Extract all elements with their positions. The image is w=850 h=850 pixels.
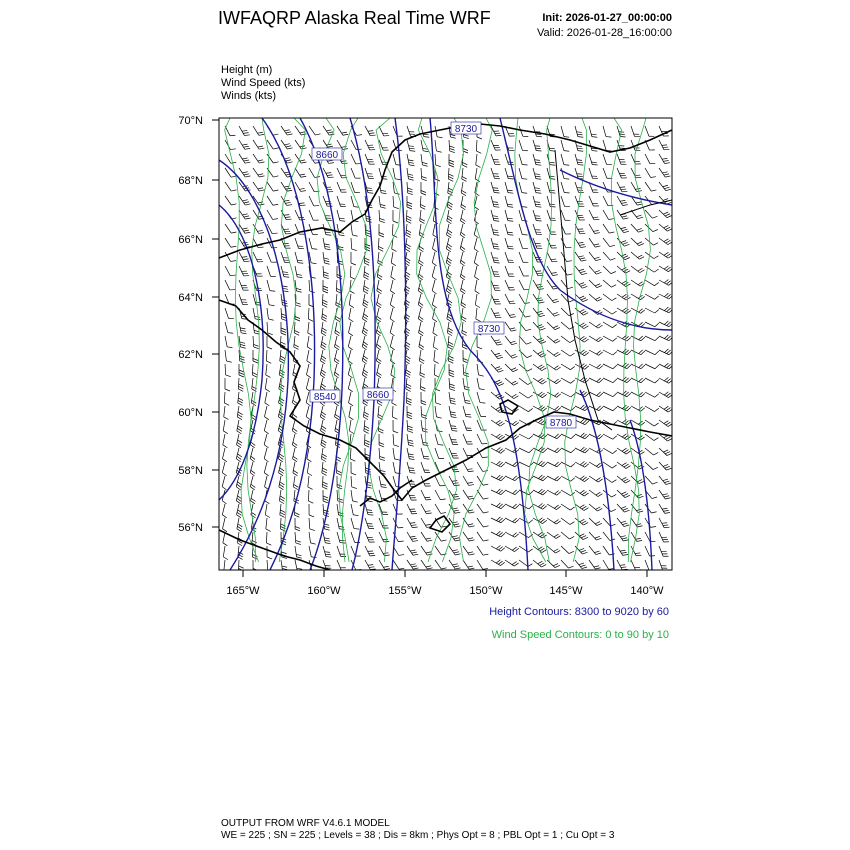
height-contours-legend: Height Contours: 8300 to 9020 by 60 xyxy=(489,606,669,618)
lon-label: 145°W xyxy=(549,585,583,597)
lat-label: 58°N xyxy=(178,465,203,477)
lat-label: 66°N xyxy=(178,234,203,246)
lat-label: 68°N xyxy=(178,175,203,187)
lon-label: 155°W xyxy=(388,585,422,597)
init-time: Init: 2026-01-27_00:00:00 xyxy=(542,12,672,24)
contour-label: 8660 xyxy=(315,150,339,161)
map-background xyxy=(219,118,672,570)
lon-label: 140°W xyxy=(630,585,664,597)
contour-label: 8540 xyxy=(313,392,337,403)
lat-label: 60°N xyxy=(178,407,203,419)
longitude-labels xyxy=(226,585,664,597)
field-label-wind-speed: Wind Speed (kts) xyxy=(221,77,306,89)
wind-contours-legend: Wind Speed Contours: 0 to 90 by 10 xyxy=(491,629,669,641)
latitude-labels xyxy=(178,115,203,534)
model-info: OUTPUT FROM WRF V4.6.1 MODEL xyxy=(221,818,390,829)
contour-label: 8730 xyxy=(454,124,478,135)
lat-label: 70°N xyxy=(178,115,203,127)
model-config: WE = 225 ; SN = 225 ; Levels = 38 ; Dis = 8km ; Phys Opt = 8 ; PBL Opt = 1 ; Cu Opt = 3 xyxy=(221,830,615,841)
lon-label: 150°W xyxy=(469,585,503,597)
lat-label: 56°N xyxy=(178,522,203,534)
valid-time: Valid: 2026-01-28_16:00:00 xyxy=(537,27,672,39)
contour-label: 8780 xyxy=(549,418,573,429)
contour-label: 8660 xyxy=(366,390,390,401)
field-label-winds: Winds (kts) xyxy=(221,90,276,102)
lon-label: 165°W xyxy=(226,585,260,597)
lat-label: 62°N xyxy=(178,349,203,361)
lat-label: 64°N xyxy=(178,292,203,304)
lon-label: 160°W xyxy=(307,585,341,597)
contour-label: 8730 xyxy=(477,324,501,335)
plot-title: IWFAQRP Alaska Real Time WRF xyxy=(218,8,491,28)
field-label-height: Height (m) xyxy=(221,64,273,76)
